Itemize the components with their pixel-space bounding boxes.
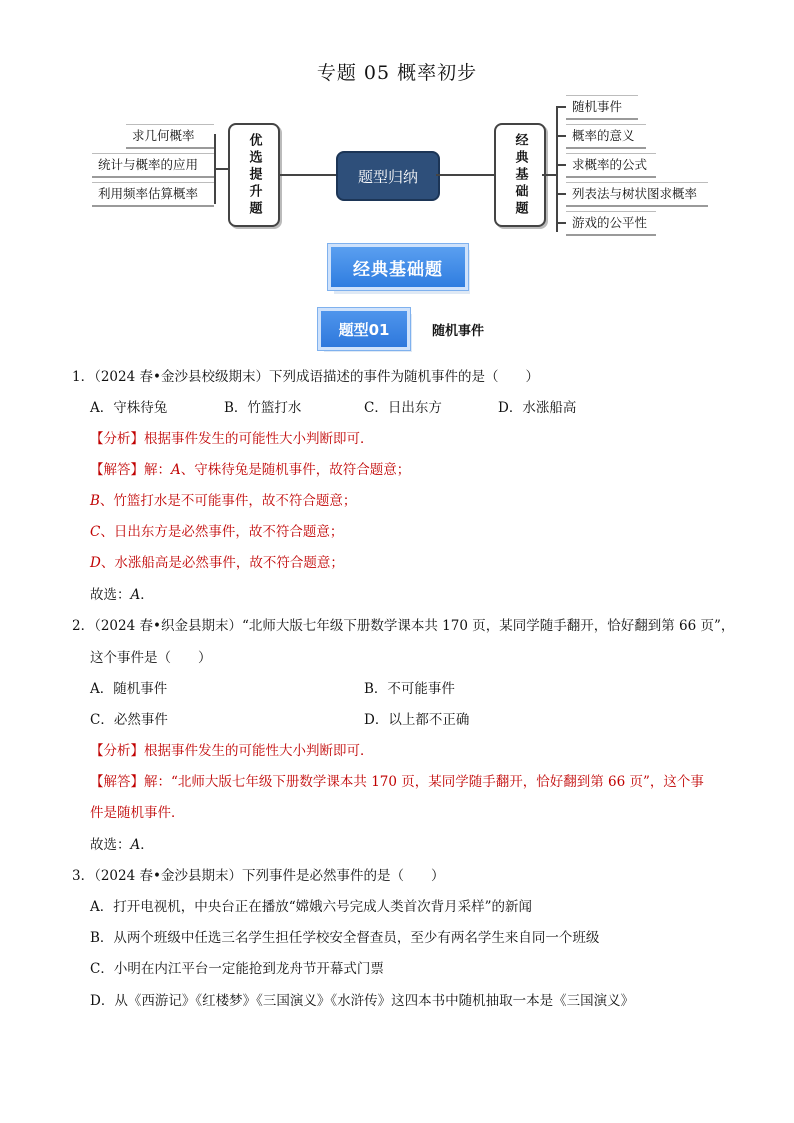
question-stem-cont: 这个事件是（ ）	[90, 650, 212, 666]
answer-line	[90, 522, 343, 542]
analysis	[90, 429, 374, 449]
connector	[556, 193, 566, 195]
question-stem: 2．（2024 春•织金县期末）“北师大版七年级下册数学课本共 170 页，某同学随手翻开，恰好翻到第 66 页”，	[72, 618, 735, 634]
question-stem: 1．（2024 春•金沙县校级期末）下列成语描述的事件为随机事件的是（ ）	[72, 369, 539, 385]
connector	[556, 164, 566, 166]
option: D．以上都不正确	[364, 712, 470, 728]
answer-text: 解：“北师大版七年级下册数学课本共 170 页，某同学随手翻开，恰好翻到第 66 页”，这个事	[144, 774, 704, 790]
option: D．水涨船高	[498, 400, 577, 416]
mindmap-left-item: 求几何概率	[126, 124, 214, 149]
connector	[556, 135, 566, 137]
answer-tag: 【解答】	[90, 462, 144, 478]
mindmap-left-item: 利用频率估算概率	[92, 182, 214, 207]
mindmap-right-item: 概率的意义	[566, 124, 646, 149]
answer-letter: A	[171, 462, 181, 478]
connector	[556, 222, 566, 224]
option: A．打开电视机，中央台正在播放“嫦娥六号完成人类首次背月采样”的新闻	[90, 899, 533, 915]
option: C．必然事件	[90, 712, 168, 728]
connector	[436, 174, 494, 176]
answer-text: 、守株待兔是随机事件，故符合题意；	[180, 462, 411, 478]
answer-letter: D	[90, 555, 101, 571]
answer-text: 、日出东方是必然事件，故不符合题意；	[100, 524, 344, 540]
answer-letter: C	[90, 524, 101, 540]
choice-line	[90, 585, 154, 605]
question-stem: 3．（2024 春•金沙县期末）下列事件是必然事件的是（ ）	[72, 868, 445, 884]
answer-line	[90, 772, 704, 792]
answer-text: 、竹篮打水是不可能事件，故不符合题意；	[99, 493, 357, 509]
mindmap-right-item: 求概率的公式	[566, 153, 656, 178]
option: B．竹篮打水	[224, 400, 302, 416]
answer-letter: B	[90, 493, 100, 509]
choice-prefix: 故选：	[90, 837, 131, 853]
mindmap	[0, 0, 794, 240]
choice: A	[130, 837, 141, 853]
type-banner: 题型01	[318, 308, 410, 350]
section-banner: 经典基础题	[328, 244, 468, 290]
option: B．从两个班级中任选三名学生担任学校安全督查员，至少有两名学生来自同一个班级	[90, 930, 600, 946]
connector	[214, 168, 228, 170]
connector	[542, 174, 556, 176]
analysis-tag: 【分析】	[90, 743, 144, 759]
connector	[556, 106, 566, 108]
choice-line	[90, 835, 154, 855]
option: A．随机事件	[90, 681, 168, 697]
mindmap-left-item: 统计与概率的应用	[92, 153, 214, 178]
choice: A	[130, 587, 141, 603]
option: D．从《西游记》《红楼梦》《三国演义》《水浒传》这四本书中随机抽取一本是《三国演义》	[90, 993, 635, 1009]
analysis-text: 根据事件发生的可能性大小判断即可．	[144, 743, 374, 759]
option: B．不可能事件	[364, 681, 455, 697]
mindmap-center: 题型归纳	[336, 151, 440, 201]
mindmap-right-item: 随机事件	[566, 95, 638, 120]
choice-suffix: ．	[140, 587, 154, 603]
mindmap-right-box: 经典基础题	[494, 123, 546, 227]
analysis	[90, 741, 374, 761]
choice-suffix: ．	[140, 837, 154, 853]
answer-line	[90, 460, 410, 480]
answer-tag: 【解答】	[90, 774, 144, 790]
answer-line	[90, 553, 344, 573]
connector	[556, 106, 558, 232]
page-title: 专题 05 概率初步	[316, 62, 478, 84]
mindmap-left-box: 优选提升题	[228, 123, 280, 227]
type-label: 随机事件	[432, 324, 485, 339]
answer-line: 件是随机事件．	[90, 805, 185, 821]
answer-text: 解：	[144, 462, 171, 478]
option: C．小明在内江平台一定能抢到龙舟节开幕式门票	[90, 961, 384, 977]
analysis-text: 根据事件发生的可能性大小判断即可．	[144, 431, 374, 447]
option: A．守株待兔	[90, 400, 168, 416]
connector	[278, 174, 336, 176]
analysis-tag: 【分析】	[90, 431, 144, 447]
mindmap-right-item: 游戏的公平性	[566, 211, 656, 236]
option: C．日出东方	[364, 400, 442, 416]
mindmap-right-item: 列表法与树状图求概率	[566, 182, 708, 207]
choice-prefix: 故选：	[90, 587, 131, 603]
answer-line	[90, 491, 356, 511]
answer-text: 、水涨船高是必然事件，故不符合题意；	[100, 555, 344, 571]
